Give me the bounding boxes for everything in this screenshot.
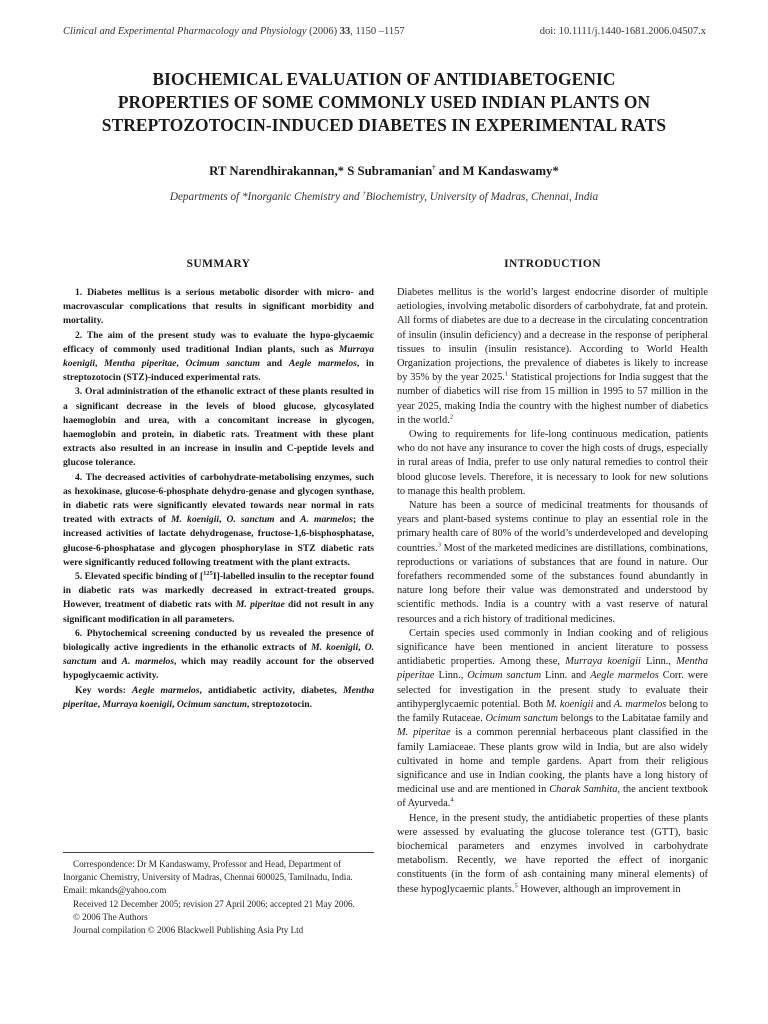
introduction-body [397,286,708,897]
summary-point-5: 5. Elevated specific binding of [$^{125}$I]-labelled insulin to the receptor found in diabetic rats was markedly decreased in extract-treated groups. However, treatment of diabetic rats with M. piperitae did not result in any significant modification in all parameters. [63,569,375,625]
intro-paragraph-2: Owing to requirements for life-long continuous medication, patients who do not have any insurance to cover the high costs of drugs, especially in rural areas of India, prefer to use only natural remedies to control their blood glucose levels. Therefore, it is necessary to look for new solutions to manage this health problem. [397,429,708,497]
intro-paragraph-4: Certain species used commonly in Indian cooking and of religious significance have been mentioned in ancient literature to possess antidiabetic properties. Among these, Murraya koenigii Linn., Mentha piperitae Linn., Ocimum sanctum Linn. and Aegle marmelos Corr. were selected for investigation in the present study to evaluate their antihyperglycaemic potential. Both M. koenigii and A. marmelos belong to the family Rutaceae. Ocimum sanctum belongs to the Labitatae family and M. piperitae is a common perennial herbaceous plant classified in the family Lamiaceae. These plants grow wild in India, but are also widely cultivated in home and temple gardens. Apart from their religious significance and use in Indian cooking, the plants have a long history of medicinal use and are mentioned in Charak Samhita, the ancient textbook of Ayurveda.$^4$ [397,627,709,810]
summary-heading: SUMMARY [186,258,251,270]
citation-pages: , 1150 –1157 [350,26,405,37]
journal-citation: Clinical and Experimental Pharmacology and Physiology (2006) 33, 1150 –1157 [63,26,405,37]
intro-paragraph-5: Hence, in the present study, the antidiabetic properties of these plants were assessed by evaluating the glucose tolerance test (GTT), basic biochemical parameters and enzymes involved in carbohydrate metabolism. Recently, we have reported the effect of inorganic constituents (in the form of ash containing many mineral elements) of these hypoglycaemic plants.$^5$ However, although an improvement in [397,812,708,895]
summary-point-1: 1. Diabetes mellitus is a serious metabolic disorder with micro- and macrovascular complications that results in significant morbidity and mortality. [63,287,374,327]
intro-paragraph-3: Nature has been a source of medicinal treatments for thousands of years and plant-based systems continue to play an essential role in the primary health care of 80% of the world’s underdeveloped and developing countries.$^3$ Most of the marketed medicines are distillations, combinations, reproductions or variations of substances that are found in nature. Our forefathers recommended some of the substances found abundantly in nature long before their value was demonstrated and understood by scientific methods. India is a country with a vast reserve of natural resources and a rich history of traditional medicines. [397,500,708,625]
copyright: © 2006 The Authors [73,911,148,922]
citation-volume: 33 [339,26,351,37]
summary-point-4: 4. The decreased activities of carbohydrate-metabolising enzymes, such as hexokinase, glucose-6-phosphate dehydro-genase and glycogen synthase, in diabetic rats were significantly elevated towards near normal in rats treated with extracts of M. koenigii, O. sanctum and A. marmelos; the increased activities of lactate dehydrogenase, fructose-1,6-bisphosphatase, glucose-6-phosphatase and glycogen phosphorylase in STZ diabetic rats were significantly reduced following treatment with the plant extracts. [63,471,375,568]
correspondence-footnote [63,852,374,937]
affiliation: Departments of *Inorganic Chemistry and †Biochemistry, University of Madras, Chennai, India [169,190,599,203]
running-header [63,26,706,37]
summary-column [63,258,374,712]
article-title: BIOCHEMICAL EVALUATION OF ANTIDIABETOGENIC PROPERTIES OF SOME COMMONLY USED INDIAN PLANTS ON STREPTOZOTOCIN-INDUCED DIABETES IN EXPERIMENTAL RATS [101,69,667,135]
summary-point-2: 2. The aim of the present study was to evaluate the hypo-glycaemic efficacy of commonly used traditional Indian plants, such as Murraya koenigii, Mentha piperitae, Ocimum sanctum and Aegle marmelos, in streptozotocin (STZ)-induced experimental rats. [63,329,374,384]
received-dates: Received 12 December 2005; revision 27 April 2006; accepted 21 May 2006. [73,898,355,909]
summary-point-6: 6. Phytochemical screening conducted by us revealed the presence of biologically active ingredients in the ethanolic extracts of M. koenigii, O. sanctum and A. marmelos, which may readily account for the observed hypoglycaemic activity. [63,627,375,682]
intro-paragraph-1: Diabetes mellitus is the world’s largest endocrine disorder of multiple aetiologies, involving metabolic disorders of carbohydrate, fat and protein. All forms of diabetes are due to a decrease in the circulating concentration of insulin (insulin deficiency) and a decrease in the response of peripheral tissues to insulin (insulin resistance). According to World Health Organization projections, the prevalence of diabetes is likely to increase by 35% by the year 2025.$^1$ Statistical projections for India suggest that the number of diabetics will rise from 15 million in 1995 to 57 million in the year 2025, making India the country with the highest number of diabetics in the world.$^2$ [397,287,708,426]
citation-year: (2006) [309,26,338,37]
summary-point-3: 3. Oral administration of the ethanolic extract of these plants resulted in a significant decrease in the levels of blood glucose, glycosylated haemoglobin and urea, with a concomitant increase in glycogen, haemoglobin and protein, in diabetic rats. Treatment with these plant extracts also resulted in an increase in insulin and C-peptide levels and glucose tolerance. [63,386,374,469]
introduction-column [397,258,708,897]
journal-compilation: Journal compilation © 2006 Blackwell Publishing Asia Pty Ltd [73,925,304,936]
summary-body [63,286,374,712]
introduction-heading: INTRODUCTION [504,258,601,270]
key-words: Key words: Aegle marmelos, antidiabetic activity, diabetes, Mentha piperitae, Murraya koenigii, Ocimum sanctum, streptozotocin. [63,684,375,710]
correspondence: Correspondence: Dr M Kandaswamy, Professor and Head, Department of Inorganic Chemistry, University of Madras, Chennai 600025, Tamilnadu, India. Email: mkands@yahoo.com [63,859,353,896]
doi[interactable]: doi: 10.1111/j.1440-1681.2006.04507.x [539,26,706,37]
author-list: RT Narendhirakannan,* S Subramanian† and M Kandaswamy* [209,164,559,178]
